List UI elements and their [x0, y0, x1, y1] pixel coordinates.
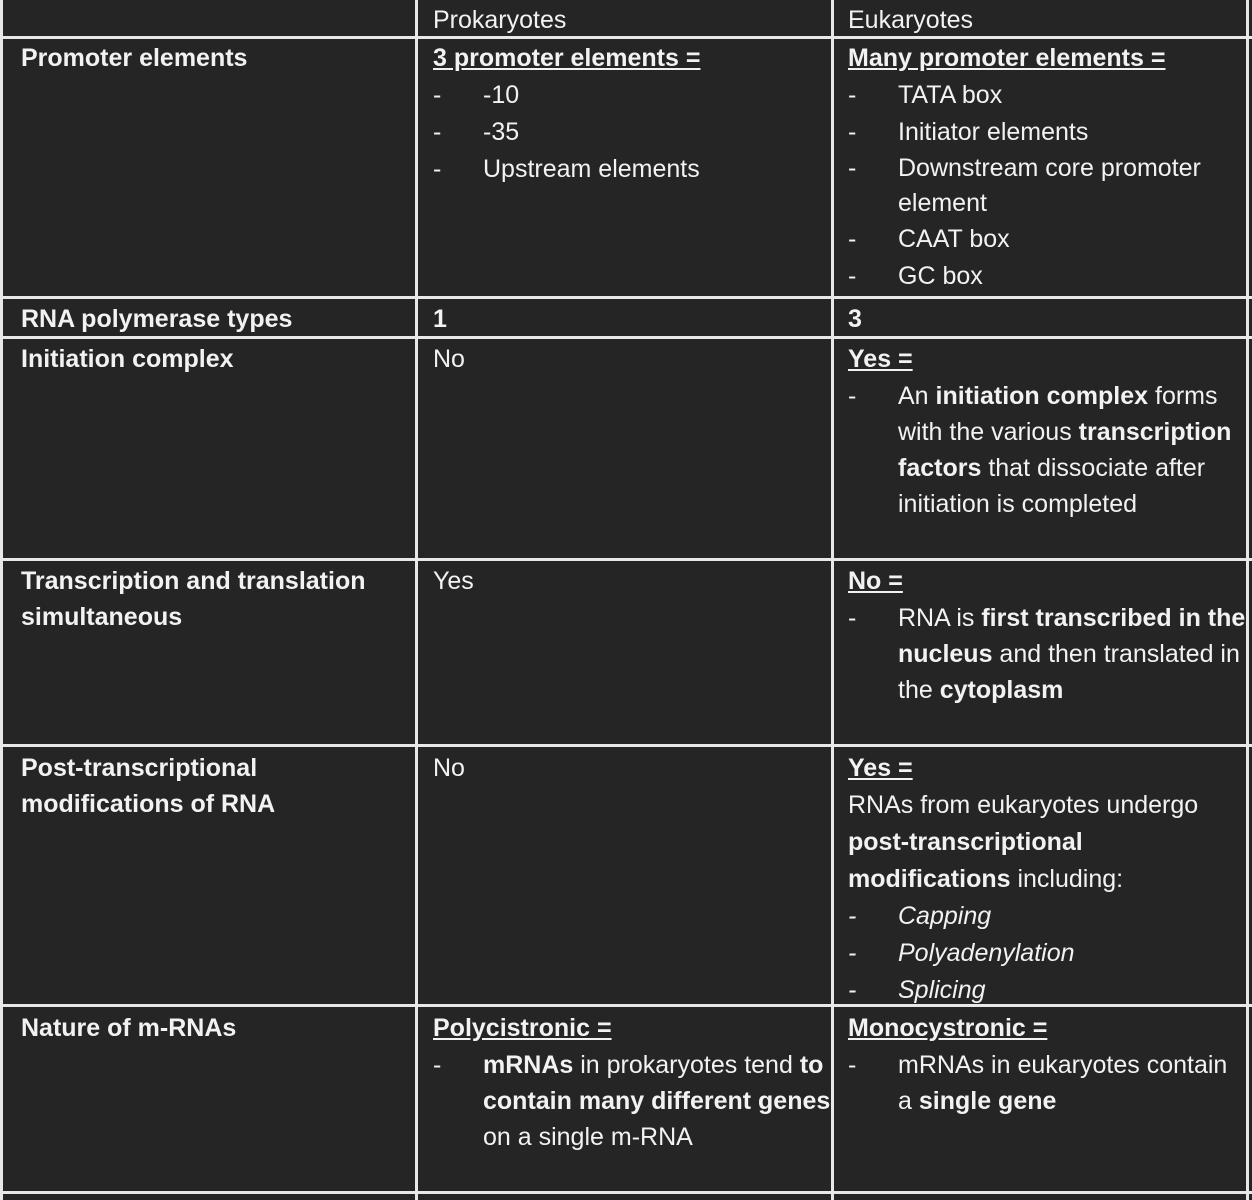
cell-heading: Polycistronic =	[433, 1014, 612, 1042]
list-item	[433, 1047, 831, 1155]
grid-line	[0, 744, 1252, 747]
text-run-bold: transcription factors	[898, 418, 1232, 482]
euk-initiation-cell	[834, 341, 1248, 522]
cell-heading: No =	[848, 567, 903, 595]
row-label-rna-polymerase-types: RNA polymerase types	[21, 305, 293, 333]
list-item: - Initiator elements	[848, 114, 1248, 151]
bullet-list	[848, 77, 1248, 295]
cell-heading: Many promoter elements =	[848, 44, 1166, 72]
bullet-list	[848, 378, 1248, 522]
euk-promoter-cell	[834, 40, 1248, 295]
row-label-transcription-translation: Transcription and translation simultaneous	[21, 567, 366, 631]
text-run: RNAs from eukaryotes undergo	[848, 791, 1199, 819]
bullet-list	[433, 77, 831, 188]
euk-polymerase-count: 3	[848, 305, 862, 333]
grid-line	[0, 1191, 1252, 1194]
cell-heading: Yes =	[848, 754, 913, 782]
cell-heading: 3 promoter elements =	[433, 44, 701, 72]
list-item: - GC box	[848, 258, 1248, 295]
list-item	[848, 1047, 1248, 1119]
text-run: including:	[1010, 865, 1124, 893]
cell-heading: Yes =	[848, 345, 913, 373]
prok-mrna-cell	[418, 1010, 831, 1155]
text-run-bold: post-transcriptional modifications	[848, 828, 1083, 893]
list-item	[848, 600, 1248, 708]
text-run: An	[898, 382, 936, 410]
text-run-bold: first transcribed in the nucleus	[898, 604, 1246, 668]
text-run-bold: mRNAs	[483, 1051, 574, 1079]
bullet-list	[848, 1047, 1248, 1119]
cell-heading: Monocystronic =	[848, 1014, 1048, 1042]
list-item: - Capping	[848, 898, 1248, 935]
row-label-initiation-complex: Initiation complex	[21, 345, 234, 373]
prok-polymerase-count: 1	[433, 305, 447, 333]
prok-initiation-value: No	[433, 345, 465, 373]
text-run-bold: initiation complex	[935, 382, 1149, 410]
euk-simultaneous-cell	[834, 563, 1248, 708]
row-label-post-transcriptional: Post-transcriptional modifications of RNA	[21, 754, 276, 818]
text-run: RNA is	[898, 604, 982, 632]
row-label-nature-of-mrnas: Nature of m-RNAs	[21, 1014, 237, 1042]
prok-simultaneous-value: Yes	[433, 567, 474, 595]
grid-line	[0, 296, 1252, 299]
bullet-list	[848, 600, 1248, 708]
row-label-promoter-elements: Promoter elements	[21, 44, 248, 72]
euk-modification-cell	[834, 750, 1248, 1009]
grid-line	[0, 558, 1252, 561]
text-run-bold: single gene	[918, 1087, 1057, 1115]
bullet-list	[433, 1047, 831, 1155]
text-run: on a single m-RNA	[483, 1123, 693, 1151]
text-run: in prokaryotes tend	[573, 1051, 800, 1079]
list-item: - Downstream core promoter element	[848, 151, 1248, 221]
text-run: that dissociate after initiation is completed	[898, 454, 1206, 518]
euk-mrna-cell	[834, 1010, 1248, 1119]
list-item: - -35	[433, 114, 831, 151]
bullet-list	[848, 898, 1248, 1009]
list-item: - Splicing	[848, 972, 1248, 1009]
list-item: - CAAT box	[848, 221, 1248, 258]
text-run-bold: to contain many different genes	[483, 1051, 831, 1115]
list-item: - Polyadenylation	[848, 935, 1248, 972]
header-eukaryotes: Eukaryotes	[848, 6, 974, 34]
list-item	[848, 378, 1248, 522]
list-item: - Upstream elements	[433, 151, 831, 188]
text-run: and then translated in the	[898, 640, 1240, 704]
prok-promoter-cell	[418, 40, 831, 188]
cell-paragraph	[848, 787, 1248, 898]
header-prokaryotes: Prokaryotes	[433, 6, 567, 34]
prok-modification-value: No	[433, 754, 465, 782]
text-run-bold: cytoplasm	[939, 676, 1064, 704]
list-item: - TATA box	[848, 77, 1248, 114]
list-item: - -10	[433, 77, 831, 114]
text-run: mRNAs in eukaryotes contain a	[898, 1051, 1228, 1115]
text-run: forms with the various	[898, 382, 1218, 446]
